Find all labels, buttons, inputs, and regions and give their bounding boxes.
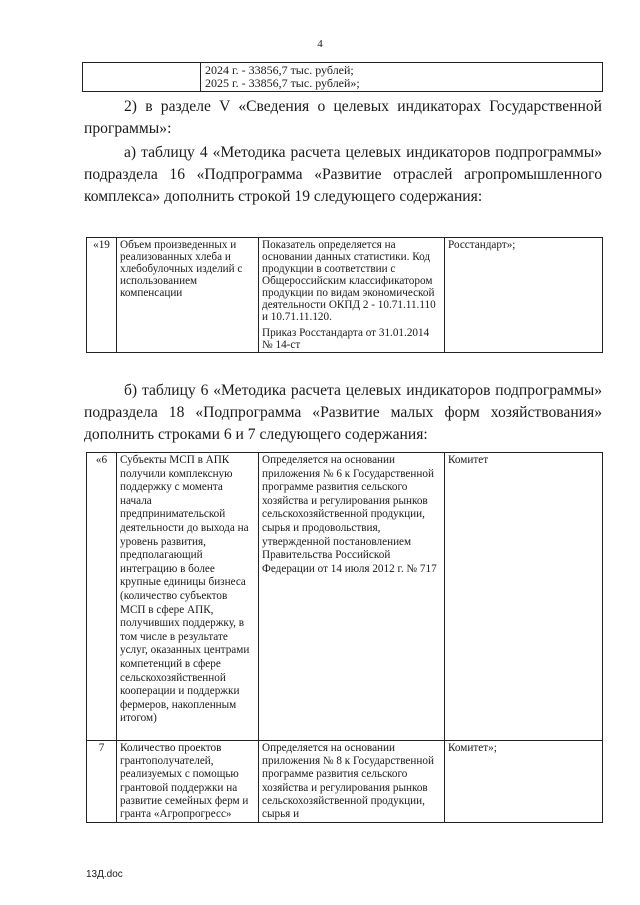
paragraph-a: а) таблицу 4 «Методика расчета целевых индикаторов подпрограммы» подраздела 16 «Подпрограмма «Развитие отраслей агропромышленного комплекса» дополнить строкой 19 следующего содержания:: [84, 144, 602, 205]
table-row: [87, 453, 603, 741]
indicator-name: Субъекты МСП в АПК получили комплексную поддержку с момента начала предпринимательской деятельности до выхода на уровень развития, предполагающий интеграцию в более крупные единицы бизнеса (количество субъектов МСП в сфере АПК, получивших поддержку, в том числе в результате услуг, оказанных центрами компетенций в сфере сельскохозяйственной кооперации и поддержки фермеров, накопленным итогом): [117, 453, 259, 741]
table-b: [86, 452, 603, 823]
row-number: «6: [87, 453, 117, 741]
indicator-name: Объем произведенных и реализованных хлеба и хлебобулочных изделий с использованием компенсации: [117, 238, 259, 353]
method-cell: [259, 238, 445, 353]
method-cell: Определяется на основании приложения № 6 к Государственной программе развития сельского хозяйства и регулирования рынков сельскохозяйственной продукции, сырья и продовольствия, утвержденной постановлением Правительства Российской Федерации от 14 июля 2012 г. № 717: [259, 453, 445, 741]
footer-filename: 13Д.doc: [86, 869, 123, 880]
table-row: [87, 238, 603, 353]
order-reference: Приказ Росстандарта от 31.01.2014 № 14-ст: [262, 327, 430, 351]
paragraph-2: 2) в разделе V «Сведения о целевых индикаторах Государственной программы»:: [84, 98, 602, 137]
source-cell: Комитет: [445, 453, 603, 741]
table-a: [86, 237, 603, 353]
method-text: Показатель определяется на основании данных статистики. Код продукции в соответствии с Общероссийским классификатором продукции по видам экономической деятельности ОКПД 2 - 10.71.11.110 и 10.71.11.120.: [262, 239, 436, 323]
paragraph-b: б) таблицу 6 «Методика расчета целевых индикаторов подпрограммы» подраздела 18 «Подпрограмма «Развитие малых форм хозяйствования» дополнить строками 6 и 7 следующего содержания:: [84, 382, 602, 443]
source-cell: Комитет»;: [445, 741, 603, 823]
row-number: «19: [87, 238, 117, 353]
page-number: 4: [317, 38, 323, 50]
year-2025-line: 2025 г. - 33856,7 тыс. рублей»;: [205, 76, 360, 90]
row-number: 7: [87, 741, 117, 823]
method-cell: Определяется на основании приложения № 8 к Государственной программе развития сельского хозяйства и регулирования рынков сельскохозяйственной продукции, сырья и: [259, 741, 445, 823]
indicator-name: Количество проектов грантополучателей, реализуемых с помощью грантовой поддержки на развитие семейных ферм и гранта «Агропрогресс»: [117, 741, 259, 823]
year-2024-line: 2024 г. - 33856,7 тыс. рублей;: [205, 63, 354, 77]
table-row: [87, 741, 603, 823]
top-table-empty-cell: [83, 63, 201, 92]
source-cell: Росстандарт»;: [445, 238, 603, 353]
top-table: [82, 62, 603, 92]
top-table-values-cell: [201, 63, 603, 92]
